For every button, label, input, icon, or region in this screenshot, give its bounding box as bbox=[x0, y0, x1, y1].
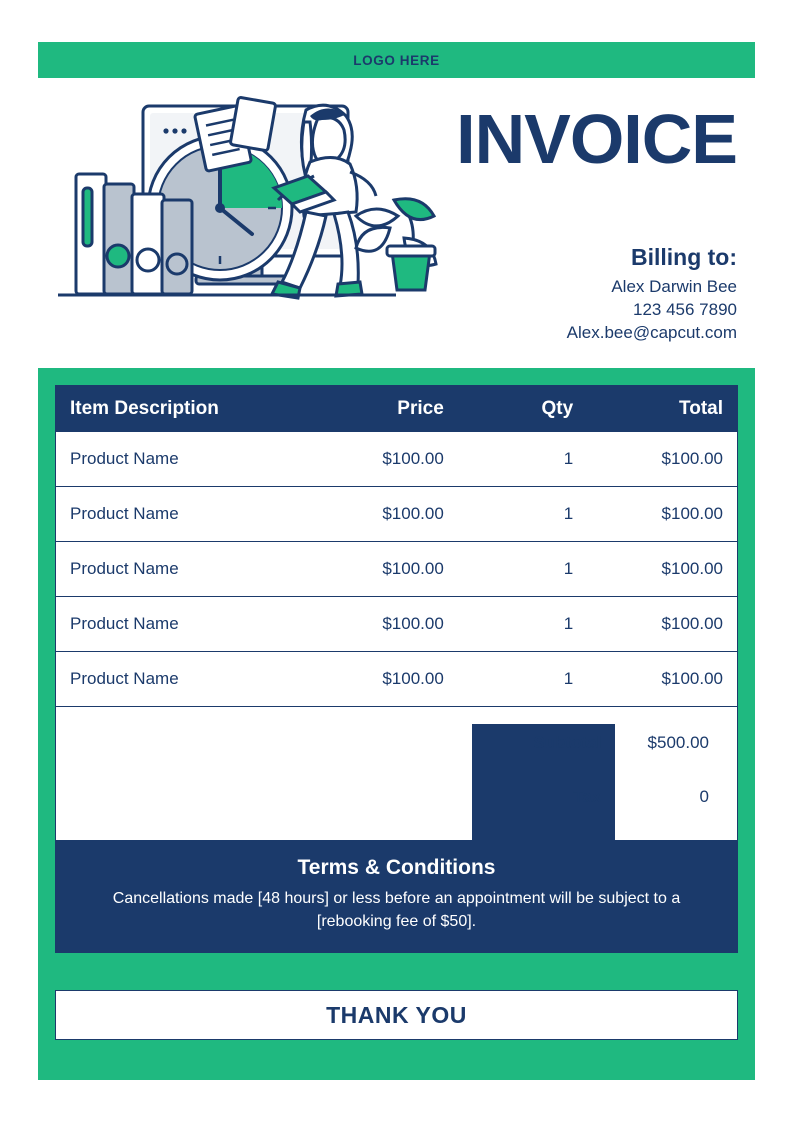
cell-total: $100.00 bbox=[587, 542, 737, 597]
column-header-price: Price bbox=[308, 386, 458, 432]
items-table bbox=[56, 386, 737, 888]
billing-name: Alex Darwin Bee bbox=[611, 277, 737, 296]
cell-qty: 1 bbox=[458, 432, 587, 487]
logo-placeholder-text: LOGO HERE bbox=[353, 52, 440, 68]
terms-text: Cancellations made [48 hours] or less before an appointment will be subject to a [rebooking fee of $50]. bbox=[112, 890, 681, 930]
summary-label-tax: Tax bbox=[472, 770, 616, 824]
cell-price: $100.00 bbox=[308, 542, 458, 597]
cell-description: Product Name bbox=[56, 432, 308, 487]
cell-price: $100.00 bbox=[308, 432, 458, 487]
billing-phone: 123 456 7890 bbox=[633, 300, 737, 319]
cell-price: $100.00 bbox=[308, 652, 458, 707]
cell-qty: 1 bbox=[458, 487, 587, 542]
cell-description: Product Name bbox=[56, 542, 308, 597]
summary-value-subtotal: $500.00 bbox=[647, 733, 709, 752]
cell-price: $100.00 bbox=[308, 597, 458, 652]
summary-value-tax: 0 bbox=[699, 787, 709, 806]
thank-you-text: THANK YOU bbox=[326, 1001, 467, 1028]
thank-you-banner bbox=[55, 990, 738, 1040]
billing-block bbox=[317, 244, 737, 344]
summary-subtotal-row bbox=[472, 724, 723, 770]
table-row bbox=[56, 487, 737, 542]
cell-description: Product Name bbox=[56, 652, 308, 707]
table-header-row bbox=[56, 386, 737, 432]
cell-qty: 1 bbox=[458, 652, 587, 707]
cell-total: $100.00 bbox=[587, 597, 737, 652]
cell-price: $100.00 bbox=[308, 487, 458, 542]
billing-heading: Billing to: bbox=[630, 244, 737, 270]
cell-qty: 1 bbox=[458, 597, 587, 652]
table-row bbox=[56, 597, 737, 652]
terms-and-conditions-box bbox=[55, 840, 738, 953]
column-header-qty: Qty bbox=[458, 386, 587, 432]
cell-total: $100.00 bbox=[587, 487, 737, 542]
table-row bbox=[56, 542, 737, 597]
cell-total: $100.00 bbox=[587, 652, 737, 707]
invoice-header bbox=[38, 78, 755, 368]
column-header-description: Item Description bbox=[56, 386, 308, 432]
cell-description: Product Name bbox=[56, 487, 308, 542]
page-title: INVOICE bbox=[456, 100, 737, 178]
cell-total: $100.00 bbox=[587, 432, 737, 487]
summary-label-subtotal: Subtotal bbox=[472, 724, 616, 770]
table-row bbox=[56, 652, 737, 707]
billing-email: Alex.bee@capcut.com bbox=[566, 323, 737, 342]
table-row bbox=[56, 432, 737, 487]
summary-tax-row bbox=[472, 770, 723, 824]
logo-bar bbox=[38, 42, 755, 78]
cell-qty: 1 bbox=[458, 542, 587, 597]
column-header-total: Total bbox=[587, 386, 737, 432]
cell-description: Product Name bbox=[56, 597, 308, 652]
items-table-container bbox=[55, 385, 738, 889]
terms-title: Terms & Conditions bbox=[297, 856, 496, 879]
